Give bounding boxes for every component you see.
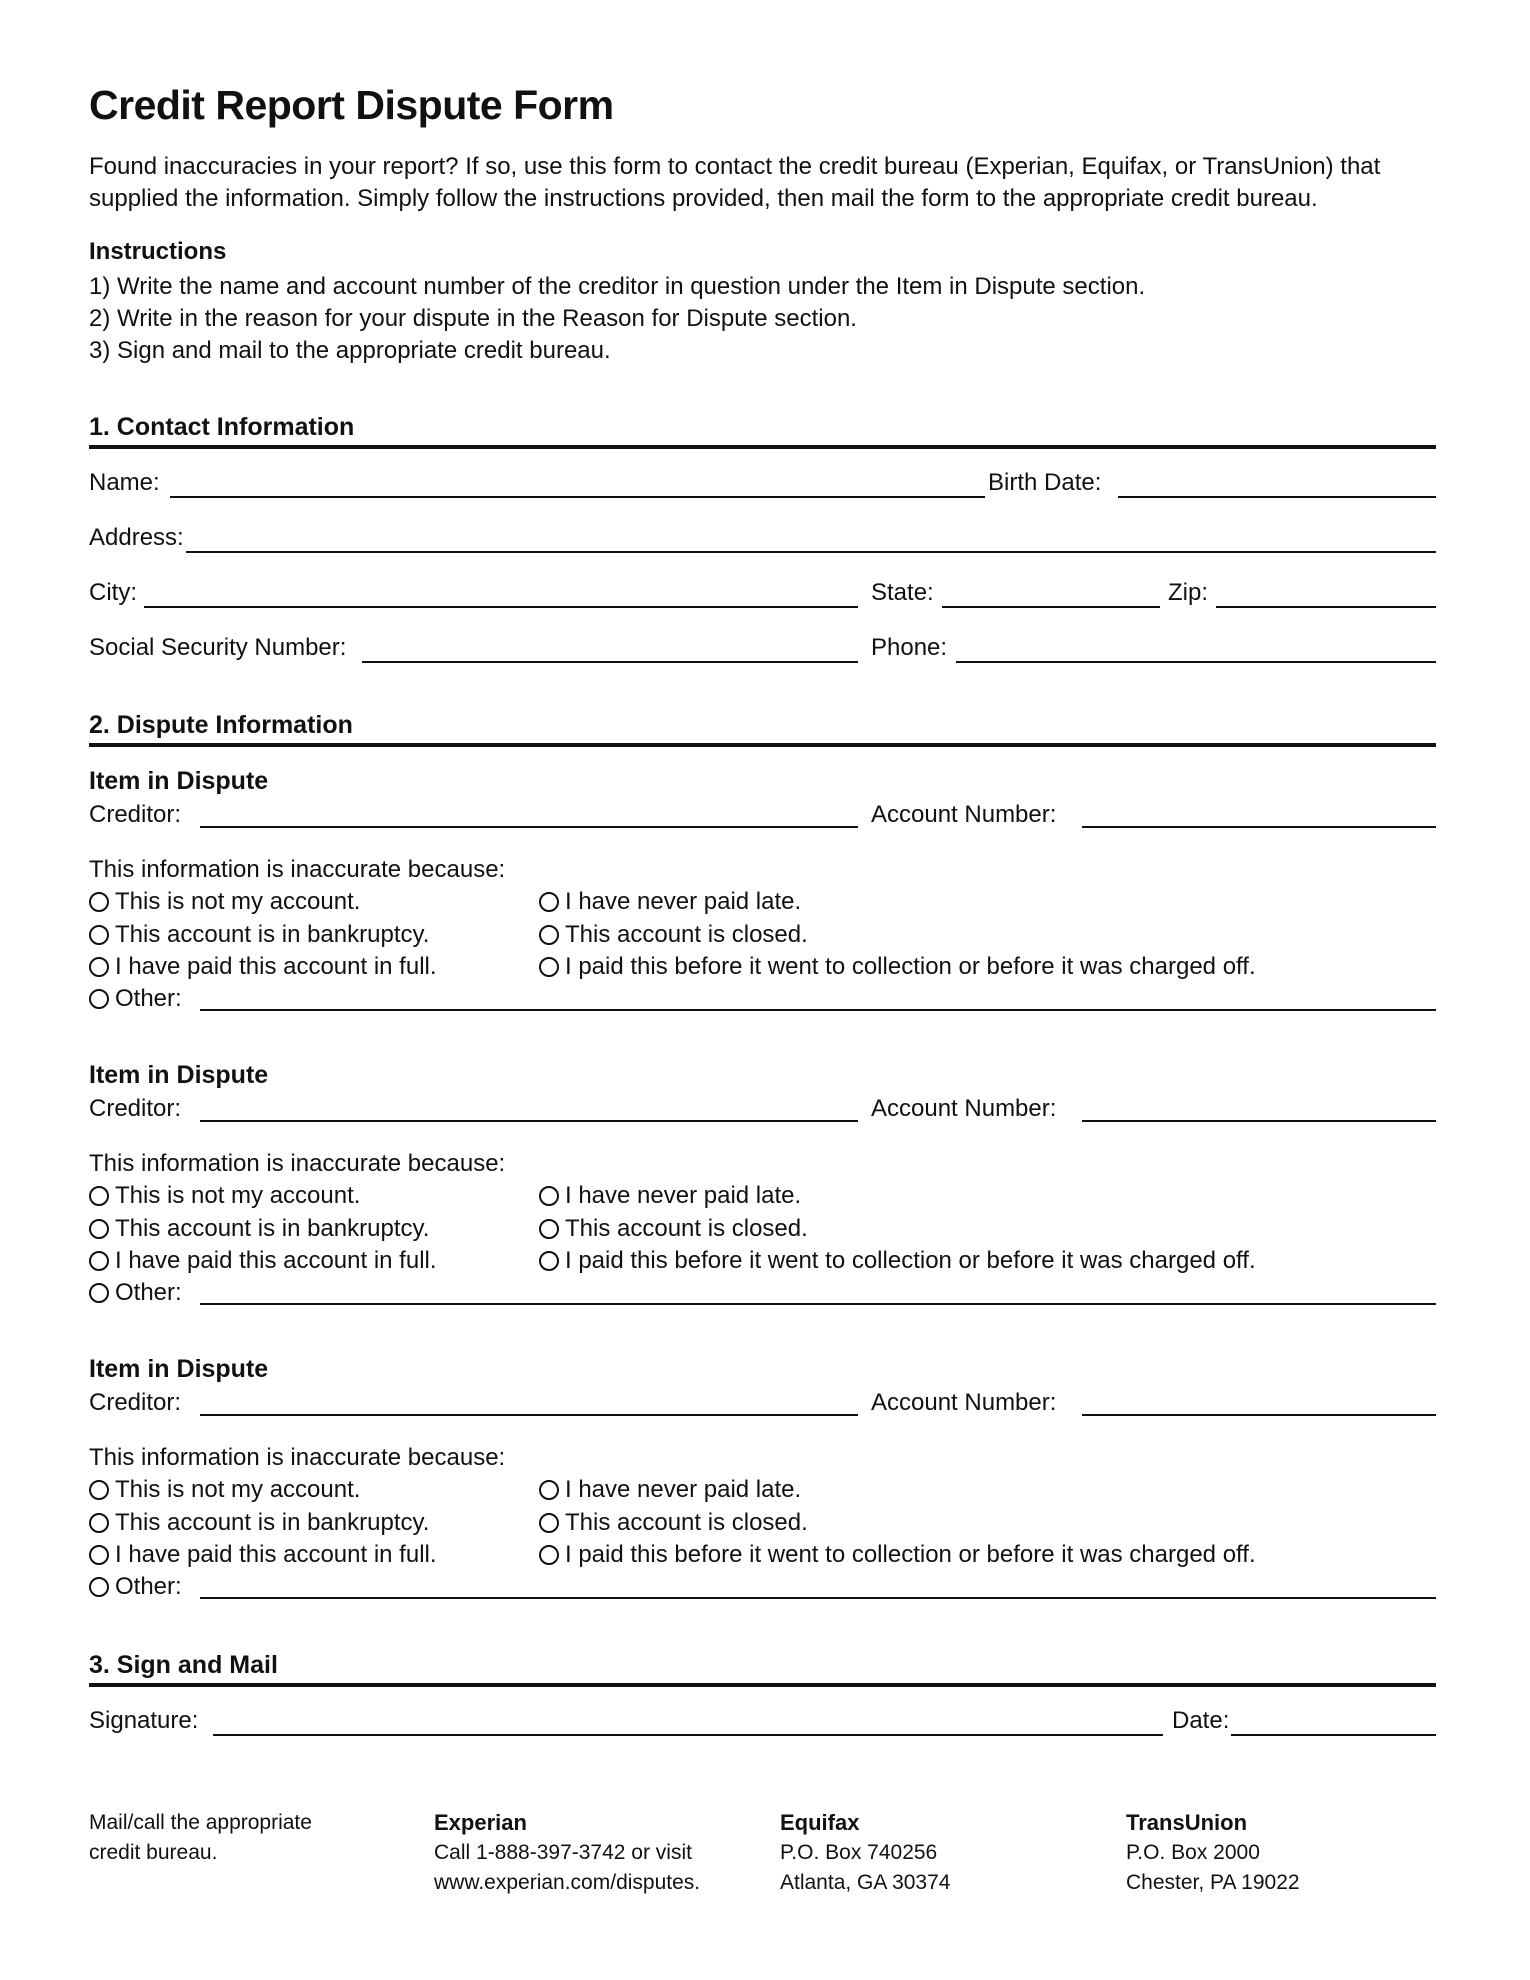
radio-button-icon[interactable]	[89, 989, 109, 1009]
instructions-list	[89, 271, 1145, 367]
address-field[interactable]	[186, 551, 1436, 553]
reason-option[interactable]: This account is closed.	[539, 1509, 808, 1537]
contact-section-heading: 1. Contact Information	[89, 413, 355, 441]
zip-label: Zip:	[1168, 579, 1209, 606]
reason-option[interactable]: I have paid this account in full.	[89, 1247, 437, 1275]
reason-option[interactable]: I have never paid late.	[539, 1476, 801, 1504]
instruction-step: 3) Sign and mail to the appropriate credit bureau.	[89, 337, 611, 364]
creditor-label: Creditor:	[89, 1095, 182, 1122]
creditor-field[interactable]	[200, 826, 858, 828]
bureau-name: Experian	[434, 1810, 527, 1835]
reason-option[interactable]: I have paid this account in full.	[89, 953, 437, 981]
radio-button-icon[interactable]	[539, 1251, 559, 1271]
radio-button-icon[interactable]	[89, 1186, 109, 1206]
equifax-contact: Equifax P.O. Box 740256 Atlanta, GA 30374	[780, 1810, 951, 1894]
experian-contact: Experian Call 1-888-397-3742 or visit www.experian.com/disputes.	[434, 1808, 700, 1898]
reason-option[interactable]: I have paid this account in full.	[89, 1541, 437, 1569]
other-reason-field[interactable]	[200, 1597, 1436, 1599]
reason-label: This information is inaccurate because:	[89, 1150, 506, 1177]
reason-option[interactable]: This is not my account.	[89, 1476, 360, 1504]
birth-date-field[interactable]	[1118, 496, 1436, 498]
radio-button-icon[interactable]	[89, 1283, 109, 1303]
radio-button-icon[interactable]	[89, 1251, 109, 1271]
reason-option[interactable]: This is not my account.	[89, 888, 360, 916]
name-label: Name:	[89, 469, 160, 496]
state-field[interactable]	[942, 606, 1160, 608]
creditor-field[interactable]	[200, 1120, 858, 1122]
reason-option[interactable]: This account is in bankruptcy.	[89, 921, 429, 949]
reason-option[interactable]: I paid this before it went to collection or before it was charged off.	[539, 953, 1256, 981]
radio-button-icon[interactable]	[89, 892, 109, 912]
account-number-field[interactable]	[1082, 1120, 1436, 1122]
item-in-dispute-heading: Item in Dispute	[89, 767, 269, 795]
account-number-label: Account Number:	[871, 1389, 1057, 1416]
radio-button-icon[interactable]	[539, 925, 559, 945]
creditor-label: Creditor:	[89, 801, 182, 828]
other-reason-field[interactable]	[200, 1303, 1436, 1305]
footer-intro: Mail/call the appropriate credit bureau.	[89, 1811, 312, 1864]
radio-button-icon[interactable]	[539, 1480, 559, 1500]
bureau-name: TransUnion	[1126, 1810, 1248, 1835]
ssn-field[interactable]	[362, 661, 858, 663]
item-in-dispute-heading: Item in Dispute	[89, 1061, 269, 1089]
name-field[interactable]	[170, 496, 985, 498]
radio-button-icon[interactable]	[539, 1186, 559, 1206]
dispute-section-heading: 2. Dispute Information	[89, 711, 353, 739]
phone-field[interactable]	[956, 661, 1436, 663]
radio-button-icon[interactable]	[89, 1577, 109, 1597]
instructions-heading: Instructions	[89, 238, 227, 265]
reason-option[interactable]: This account is closed.	[539, 921, 808, 949]
signature-field[interactable]	[213, 1734, 1163, 1736]
radio-button-icon[interactable]	[89, 1545, 109, 1565]
account-number-field[interactable]	[1082, 826, 1436, 828]
radio-button-icon[interactable]	[89, 1219, 109, 1239]
radio-button-icon[interactable]	[89, 1480, 109, 1500]
account-number-label: Account Number:	[871, 1095, 1057, 1122]
birth-date-label: Birth Date:	[988, 469, 1102, 496]
state-label: State:	[871, 579, 934, 606]
creditor-field[interactable]	[200, 1414, 858, 1416]
page-title: Credit Report Dispute Form	[89, 82, 614, 128]
reason-option[interactable]: I paid this before it went to collection or before it was charged off.	[539, 1247, 1256, 1275]
reason-option-other[interactable]: Other:	[89, 1279, 182, 1307]
account-number-label: Account Number:	[871, 801, 1057, 828]
reason-option[interactable]: This account is in bankruptcy.	[89, 1215, 429, 1243]
reason-option[interactable]: I paid this before it went to collection or before it was charged off.	[539, 1541, 1256, 1569]
transunion-contact: TransUnion P.O. Box 2000 Chester, PA 19022	[1126, 1810, 1300, 1894]
reason-option-other[interactable]: Other:	[89, 985, 182, 1013]
city-label: City:	[89, 579, 137, 606]
date-label: Date:	[1172, 1707, 1230, 1734]
reason-option[interactable]: I have never paid late.	[539, 1182, 801, 1210]
address-label: Address:	[89, 524, 184, 551]
radio-button-icon[interactable]	[89, 957, 109, 977]
radio-button-icon[interactable]	[539, 1219, 559, 1239]
reason-label: This information is inaccurate because:	[89, 856, 506, 883]
radio-button-icon[interactable]	[539, 1545, 559, 1565]
reason-option[interactable]: This account is in bankruptcy.	[89, 1509, 429, 1537]
radio-button-icon[interactable]	[539, 1513, 559, 1533]
section-divider	[89, 1683, 1436, 1687]
reason-label: This information is inaccurate because:	[89, 1444, 506, 1471]
sign-section-heading: 3. Sign and Mail	[89, 1651, 278, 1679]
reason-option-other[interactable]: Other:	[89, 1573, 182, 1601]
date-field[interactable]	[1231, 1734, 1436, 1736]
experian-link[interactable]: www.experian.com/disputes.	[434, 1871, 701, 1894]
reason-option[interactable]: This is not my account.	[89, 1182, 360, 1210]
radio-button-icon[interactable]	[539, 957, 559, 977]
intro-paragraph: Found inaccuracies in your report? If so, use this form to contact the credit bureau (Experian, Equifax, or TransUnion) that supplied the information. Simply follow the instructions provided, then mail the form to the appropriate credit bureau.	[89, 153, 1381, 212]
radio-button-icon[interactable]	[89, 1513, 109, 1533]
phone-label: Phone:	[871, 634, 948, 661]
zip-field[interactable]	[1216, 606, 1436, 608]
radio-button-icon[interactable]	[89, 925, 109, 945]
radio-button-icon[interactable]	[539, 892, 559, 912]
account-number-field[interactable]	[1082, 1414, 1436, 1416]
reason-option[interactable]: I have never paid late.	[539, 888, 801, 916]
city-field[interactable]	[144, 606, 858, 608]
instruction-step: 2) Write in the reason for your dispute in the Reason for Dispute section.	[89, 305, 857, 332]
section-divider	[89, 743, 1436, 747]
ssn-label: Social Security Number:	[89, 634, 347, 661]
creditor-label: Creditor:	[89, 1389, 182, 1416]
item-in-dispute-heading: Item in Dispute	[89, 1355, 269, 1383]
other-reason-field[interactable]	[200, 1009, 1436, 1011]
bureau-name: Equifax	[780, 1810, 860, 1835]
section-divider	[89, 445, 1436, 449]
instruction-step: 1) Write the name and account number of the creditor in question under the Item in Dispute section.	[89, 273, 1146, 300]
signature-label: Signature:	[89, 1707, 199, 1734]
reason-option[interactable]: This account is closed.	[539, 1215, 808, 1243]
